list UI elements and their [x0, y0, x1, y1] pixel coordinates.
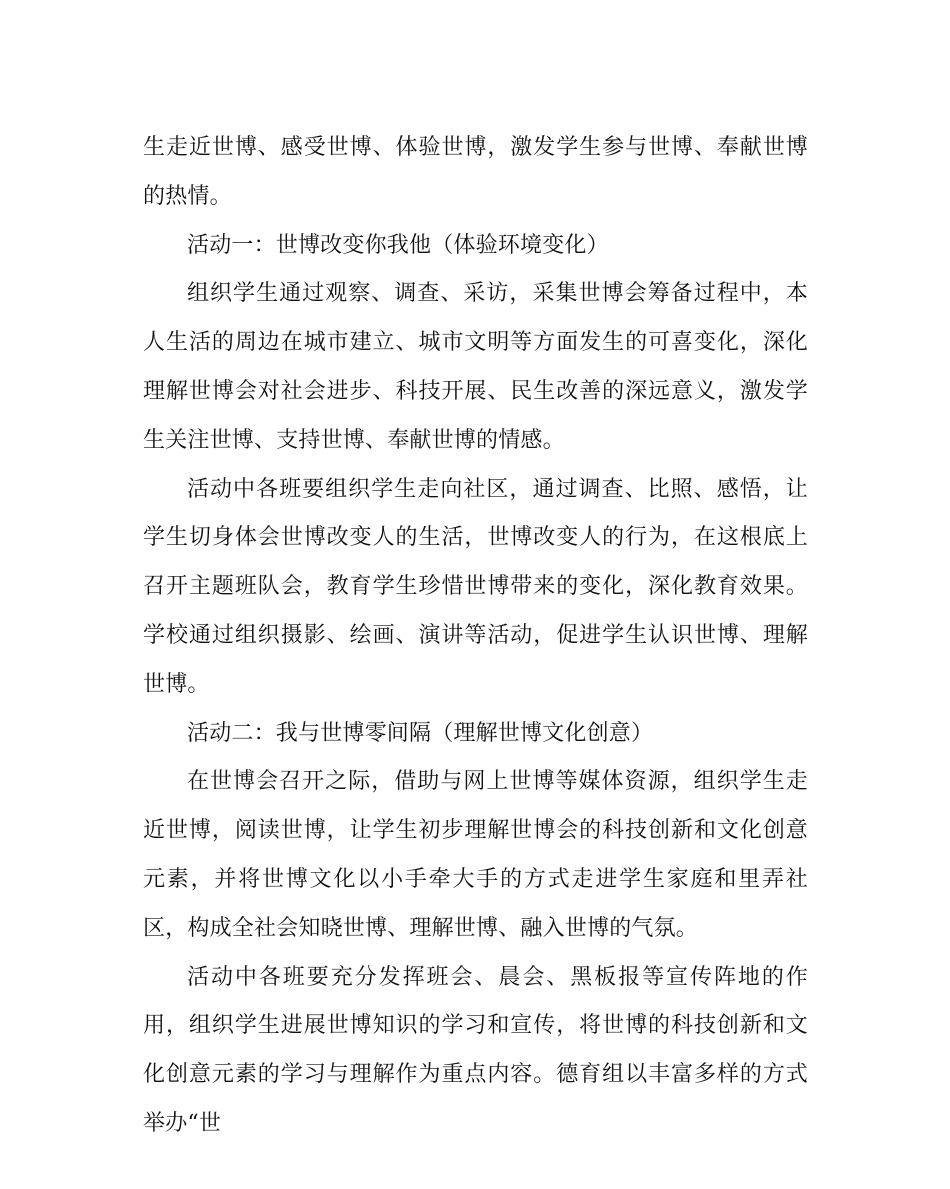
activity-two-heading: 活动二：我与世博零间隔（理解世博文化创意） — [187, 720, 654, 746]
paragraph-continuation: 生走近世博、感受世博、体验世博，激发学生参与世博、奉献世博的热情。 — [143, 135, 808, 209]
document-body — [143, 124, 808, 1149]
activity-one-heading: 活动一：世博改变你我他（体验环境变化） — [187, 232, 609, 258]
activity-one-paragraph-1: 组织学生通过观察、调查、采访，采集世博会筹备过程中，本人生活的周边在城市建立、城市文明等方面发生的可喜变化，深化理解世博会对社会进步、科技开展、民生改善的深远意义，激发学生关注世博、支持世博、奉献世博的情感。 — [143, 281, 808, 453]
activity-two-paragraph-2: 活动中各班要充分发挥班会、晨会、黑板报等宣传阵地的作用，组织学生进展世博知识的学习和宣传，将世博的科技创新和文化创意元素的学习与理解作为重点内容。德育组以丰富多样的方式举办“世 — [143, 964, 808, 1136]
activity-two-paragraph-1: 在世博会召开之际，借助与网上世博等媒体资源，组织学生走近世博，阅读世博，让学生初步理解世博会的科技创新和文化创意元素，并将世博文化以小手牵大手的方式走进学生家庭和里弄社区，构成全社会知晓世博、理解世博、融入世博的气氛。 — [143, 769, 808, 941]
activity-one-paragraph-2: 活动中各班要组织学生走向社区，通过调查、比照、感悟，让学生切身体会世博改变人的生活，世博改变人的行为，在这根底上召开主题班队会，教育学生珍惜世博带来的变化，深化教育效果。学校通过组织摄影、绘画、演讲等活动，促进学生认识世博、理解世博。 — [143, 476, 808, 697]
